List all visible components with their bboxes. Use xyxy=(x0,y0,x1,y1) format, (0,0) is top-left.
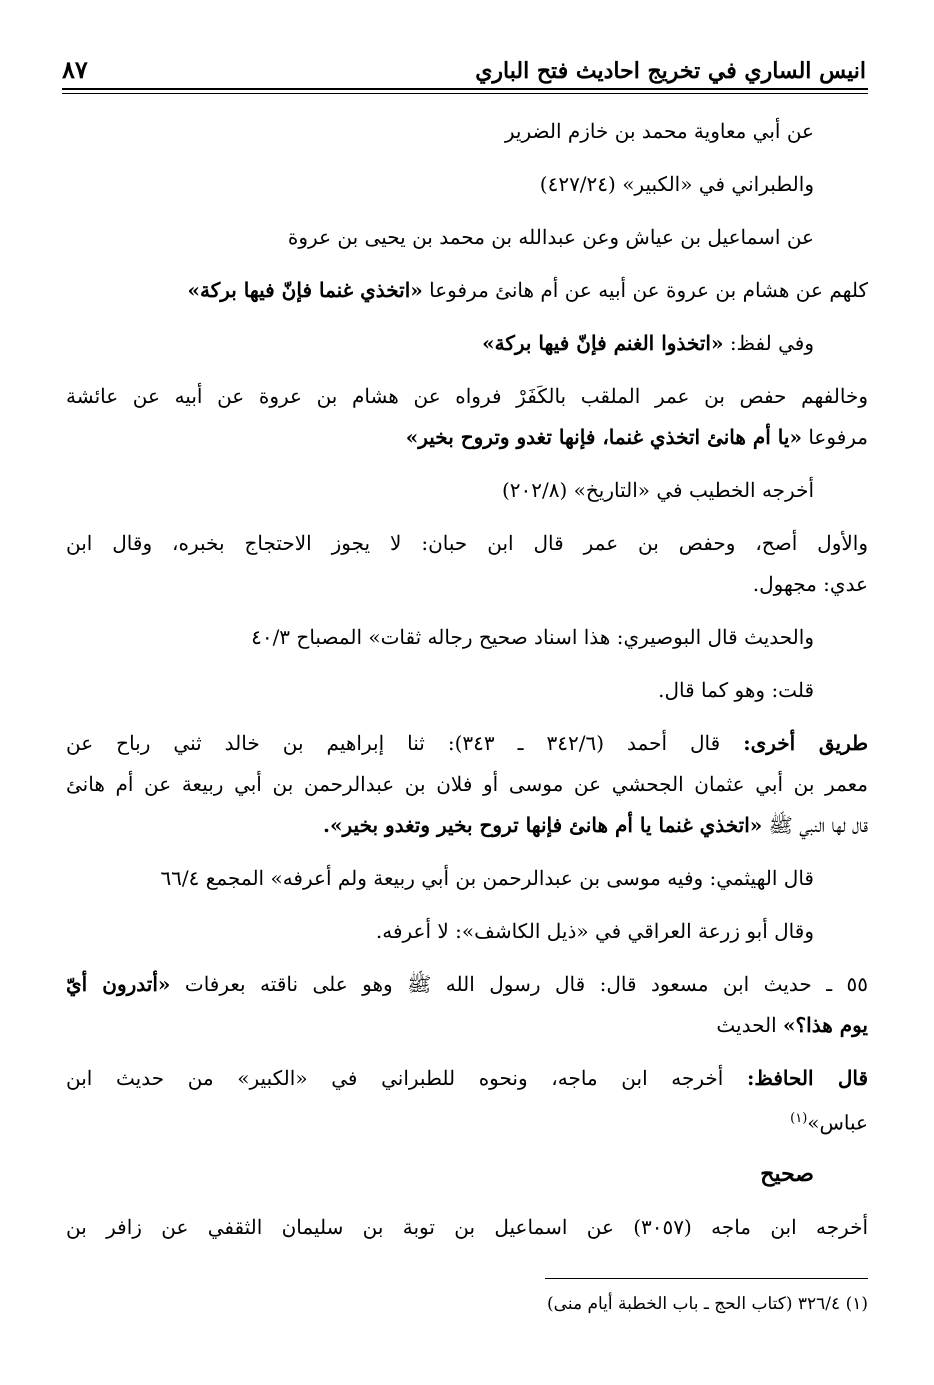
page-number: ٨٧ xyxy=(62,55,88,84)
text-line: مرفوعا «يا أم هانئ اتخذي غنما، فإنها تغدو وتروح بخير» xyxy=(405,425,868,449)
text-line: عباس»$^{(١)}$ xyxy=(790,1110,868,1135)
text-line: يوم هذا؟» الحديث xyxy=(716,1013,868,1037)
footnote-rule xyxy=(545,1278,868,1279)
hadith-quote: «اتخذوا الغنم فإنّ فيها بركة» xyxy=(482,331,724,355)
text-line: أخرجه ابن ماجه (٣٠٥٧) عن اسماعيل بن توبة بن سليمان الثقفي عن زافر بن xyxy=(66,1215,869,1239)
hadith-quote: «يا أم هانئ اتخذي غنما، فإنها تغدو وتروح بخير» xyxy=(405,425,802,449)
text-line: قال لها النبي ﷺ «اتخذي غنما يا أم هانئ فإنها تروح بخير وتغدو بخير». xyxy=(323,813,868,837)
text-line: قال الهيثمي: وفيه موسى بن عبدالرحمن بن أبي ربيعة ولم أعرفه» المجمع ٦٦/٤ xyxy=(160,866,814,890)
hadith-quote: يوم هذا؟» xyxy=(783,1013,868,1037)
text-line: والأول أصح، وحفص بن عمر قال ابن حبان: لا يجوز الاحتجاج بخبره، وقال ابن xyxy=(66,531,868,555)
text-line: وقال أبو زرعة العراقي في «ذيل الكاشف»: لا أعرفه. xyxy=(375,919,814,943)
text-line: أخرجه الخطيب في «التاريخ» (٢٠٢/٨) xyxy=(501,478,814,502)
text-line: كلهم عن هشام بن عروة عن أبيه عن أم هانئ مرفوعا «اتخذي غنما فإنّ فيها بركة» xyxy=(187,278,868,302)
footnote: (١) ٣٢٦/٤ (كتاب الحج ـ باب الخطبة أيام منى) xyxy=(547,1294,868,1314)
section-label: قال الحافظ: xyxy=(746,1066,869,1090)
grading-heading: صحيح xyxy=(760,1161,814,1187)
hadith-quote: «أتدرون أيّ xyxy=(66,972,171,996)
section-label: طريق أخرى: xyxy=(743,731,869,755)
text-line: عن اسماعيل بن عياش وعن عبدالله بن محمد بن يحيى بن عروة xyxy=(287,225,814,249)
text-line: عن أبي معاوية محمد بن خازم الضرير xyxy=(504,119,814,143)
header-rule-thick xyxy=(62,88,868,90)
text-line: والطبراني في «الكبير» (٤٢٧/٢٤) xyxy=(539,172,814,196)
text-line: قال الحافظ: أخرجه ابن ماجه، ونحوه للطبراني في «الكبير» من حديث ابن xyxy=(66,1066,869,1090)
footnote-ref: (١) xyxy=(790,1111,808,1126)
text-line: عدي: مجهول. xyxy=(752,572,868,596)
header-rule-thin xyxy=(62,93,868,94)
text-line: والحديث قال البوصيري: هذا اسناد صحيح رجاله ثقات» المصباح ٤٠/٣ xyxy=(251,625,814,649)
text-line: معمر بن أبي عثمان الجحشي عن موسى أو فلان بن عبدالرحمن بن أبي ربيعة عن أم هانئ xyxy=(66,772,868,796)
text-line: وخالفهم حفص بن عمر الملقب بالكَفَرْ فرواه عن هشام بن عروة عن أبيه عن عائشة xyxy=(66,384,868,408)
text-line: ٥٥ ـ حديث ابن مسعود قال: قال رسول الله ﷺ وهو على ناقته بعرفات «أتدرون أيّ xyxy=(66,972,868,996)
text-line: طريق أخرى: قال أحمد (٣٤٢/٦ ـ ٣٤٣): ثنا إبراهيم بن خالد ثني رباح عن xyxy=(66,731,869,755)
text-line: قلت: وهو كما قال. xyxy=(658,678,814,702)
hadith-quote: «اتخذي غنما فإنّ فيها بركة» xyxy=(187,278,423,302)
text-line: وفي لفظ: «اتخذوا الغنم فإنّ فيها بركة» xyxy=(482,331,814,355)
hadith-quote: «اتخذي غنما يا أم هانئ فإنها تروح بخير وتغدو بخير». xyxy=(323,813,763,837)
running-header-title: انيس الساري في تخريج احاديث فتح الباري xyxy=(475,58,866,84)
